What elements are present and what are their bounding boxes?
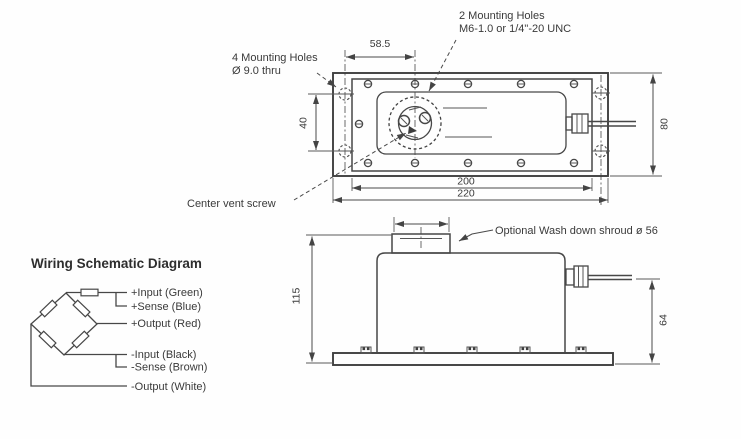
gauge-resistor	[40, 300, 57, 317]
gauge-resistor	[39, 331, 56, 348]
wire-label-sense-pos: +Sense (Blue)	[131, 301, 202, 313]
dim-200-label: 200	[457, 175, 475, 188]
cable-gland-side	[566, 266, 632, 287]
wire-label-output-pos: +Output (Red)	[131, 318, 202, 330]
wire-label-output-neg: -Output (White)	[131, 381, 207, 393]
dim-64-label: 64	[657, 314, 670, 326]
gauge-resistor	[73, 300, 90, 317]
leader-shroud	[459, 230, 493, 241]
annotation-4-mounting-holes-line1: 4 Mounting Holes	[232, 52, 318, 64]
dim-58-5-label: 58.5	[369, 38, 391, 50]
shroud-cap	[392, 227, 450, 253]
dimension-shroud-width	[394, 217, 449, 232]
annotation-4-mounting-holes	[232, 52, 336, 87]
dimension-40	[298, 94, 337, 151]
inner-frame-outline	[352, 79, 592, 171]
bridge-diamond	[31, 293, 97, 355]
dimension-58-5	[346, 38, 414, 57]
dim-80-label: 80	[658, 118, 671, 130]
body-outline	[377, 253, 565, 353]
bridge-circuit	[31, 289, 127, 386]
dimension-80	[610, 73, 671, 176]
bridge-resistor	[81, 289, 98, 296]
annotation-shroud-label: Optional Wash down shroud ø 56	[495, 225, 658, 237]
dim-40-label: 40	[297, 117, 310, 129]
gauge-resistor	[72, 331, 89, 348]
leader-2-mounting-holes	[429, 40, 456, 91]
wire-label-input-pos: +Input (Green)	[131, 287, 203, 299]
dimension-64	[615, 279, 670, 364]
wire-label-input-neg: -Input (Black)	[131, 349, 197, 361]
top-view	[187, 10, 671, 210]
annotation-shroud	[459, 225, 658, 241]
leader-center-vent-screw	[294, 133, 406, 200]
wire-label-sense-neg: -Sense (Brown)	[131, 361, 208, 374]
base-plate-outline	[333, 353, 613, 365]
side-view	[291, 217, 670, 365]
annotation-4-mounting-holes-line2: Ø 9.0 thru	[232, 65, 281, 77]
wiring-schematic	[31, 256, 207, 393]
wire-labels	[131, 287, 207, 393]
dim-220-label: 220	[457, 187, 475, 200]
dim-115-label: 115	[290, 287, 303, 305]
annotation-center-vent-screw-label: Center vent screw	[187, 198, 276, 210]
annotation-2-mounting-holes-line1: 2 Mounting Holes	[459, 10, 545, 22]
annotation-2-mounting-holes-line2: M6-1.0 or 1/4"-20 UNC	[459, 23, 572, 35]
schematic-title: Wiring Schematic Diagram	[31, 256, 202, 271]
